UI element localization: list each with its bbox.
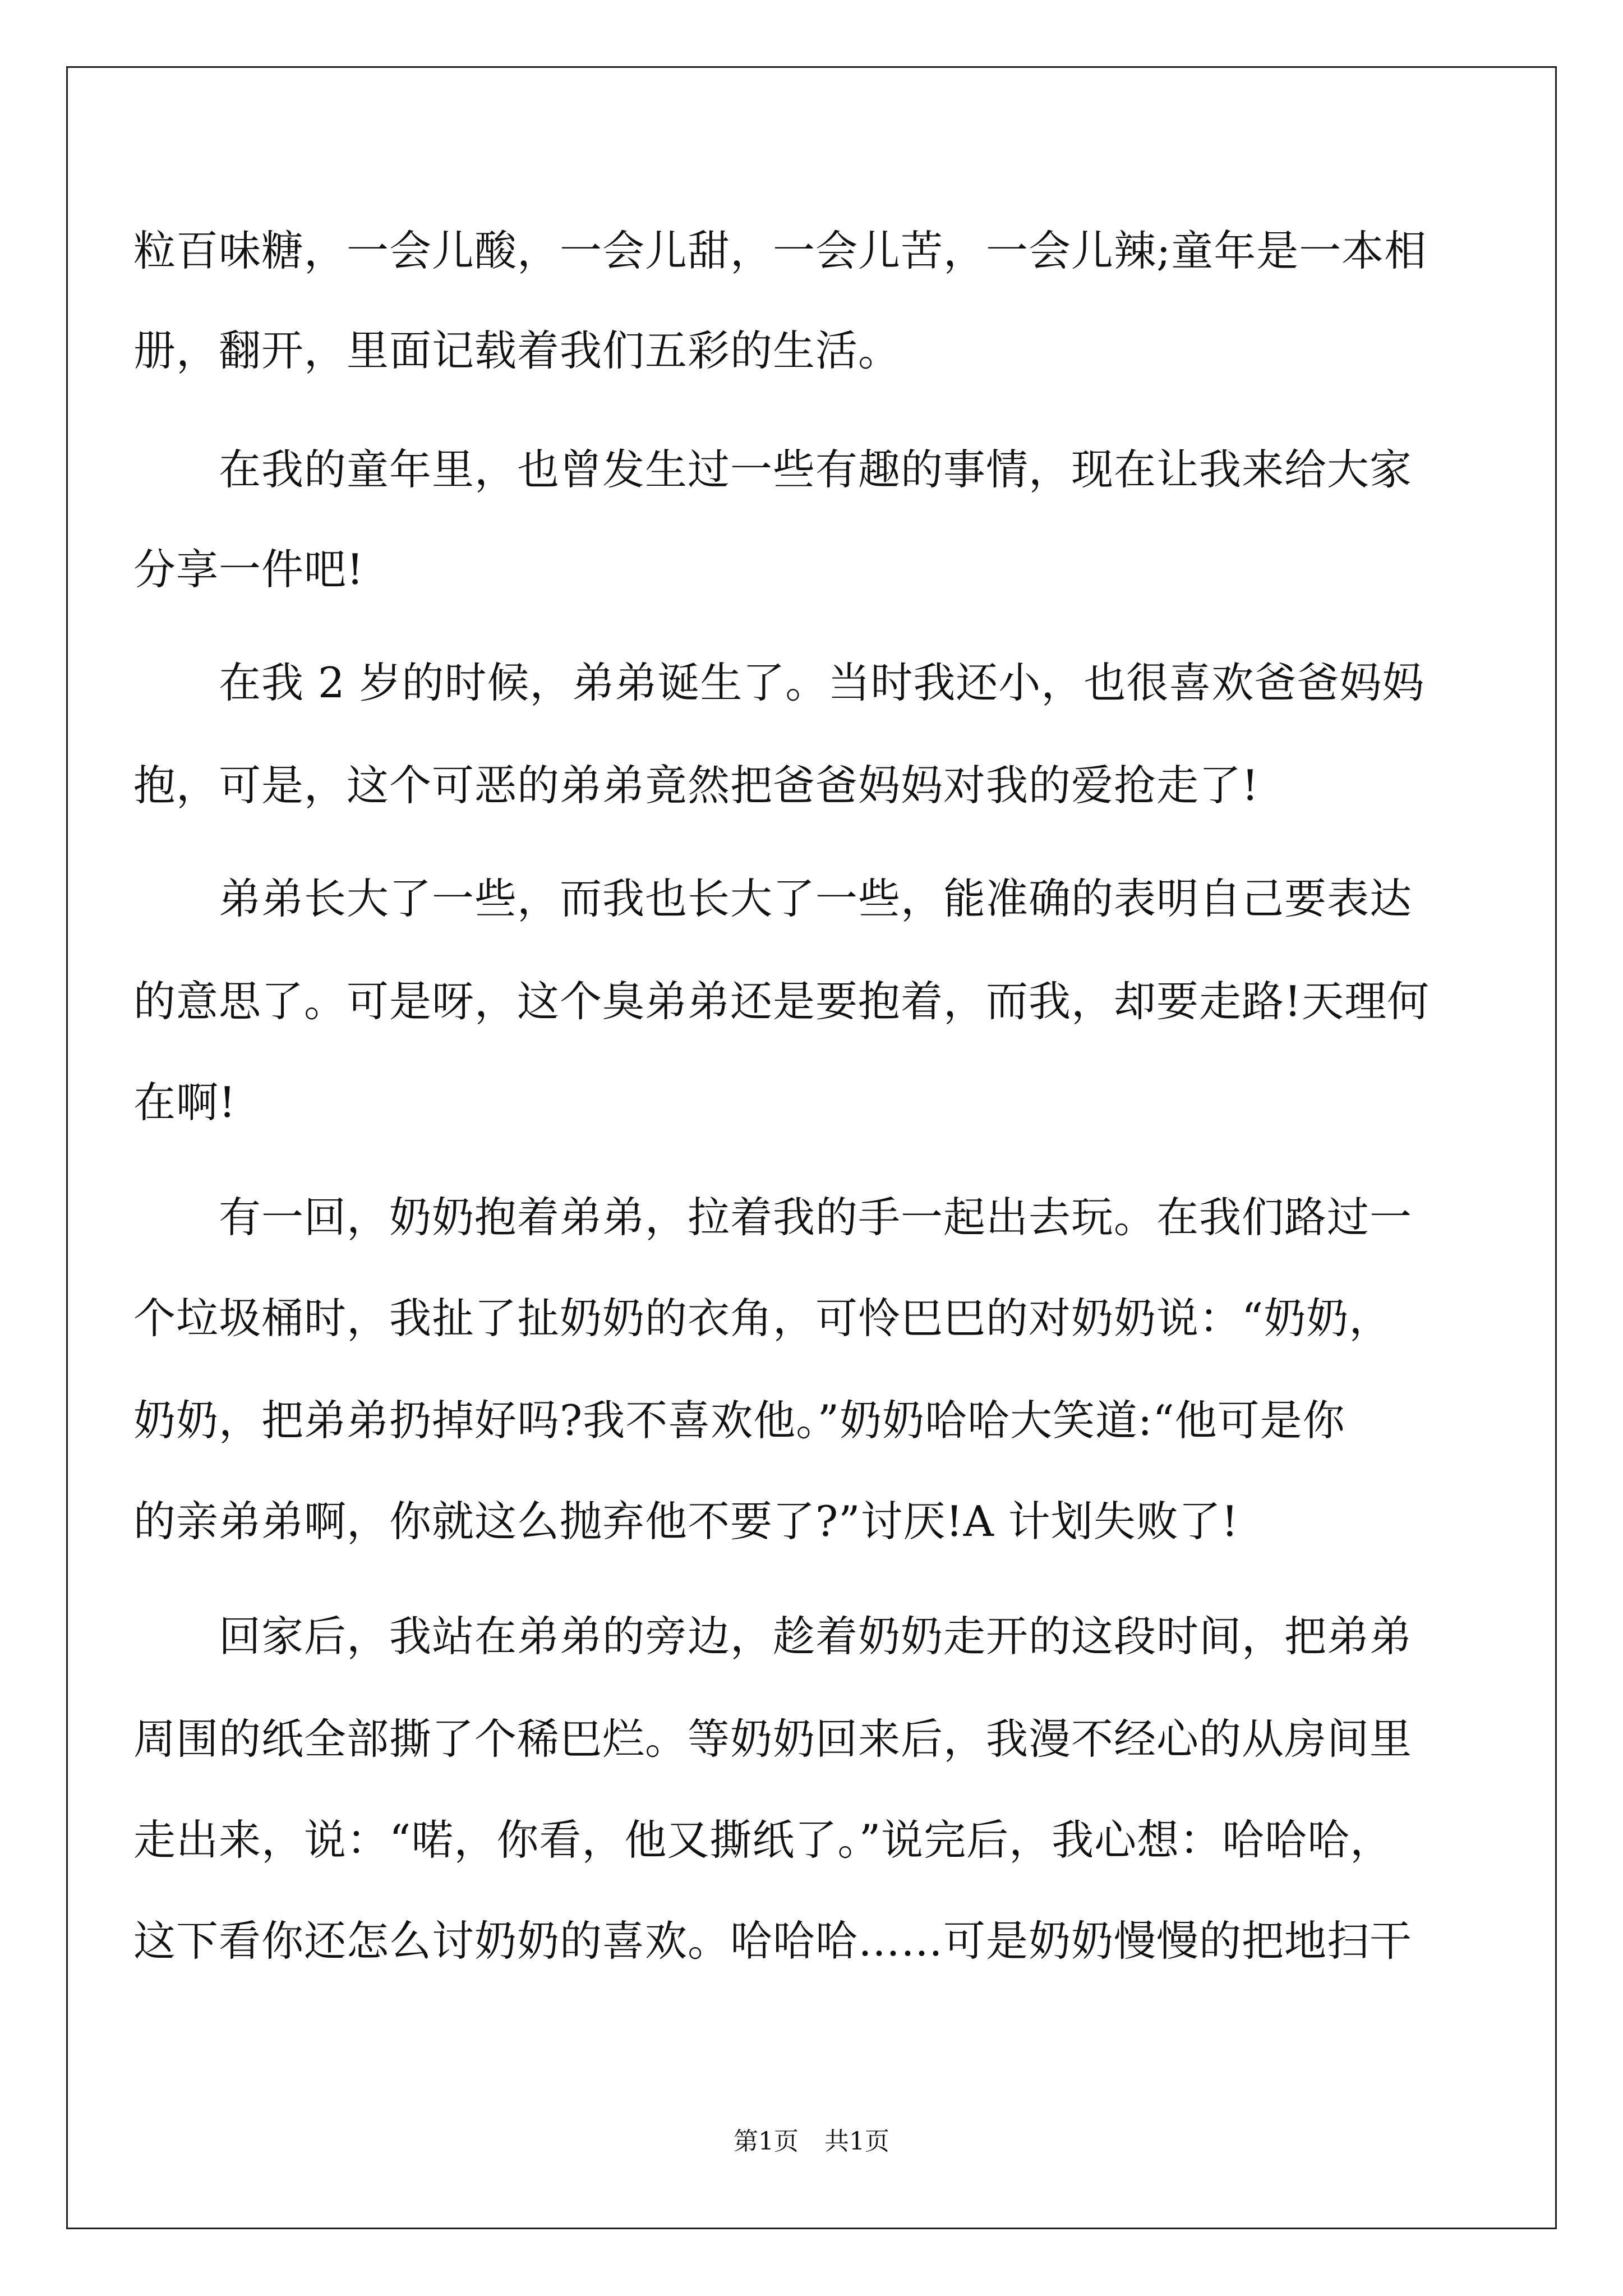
page-border <box>66 66 1557 2229</box>
page-number-total: 共1页 <box>824 2127 889 2156</box>
text-line: 抱，可是，这个可恶的弟弟竟然把爸爸妈妈对我的爱抢走了! <box>133 761 1260 810</box>
paragraph-first-line: 弟弟长大了一些，而我也长大了一些，能准确的表明自己要表达 <box>219 874 1413 923</box>
text-line: 粒百味糖，一会儿酸，一会儿甜，一会儿苦，一会儿辣;童年是一本相 <box>133 226 1427 275</box>
text-line: 走出来，说：“喏，你看，他又撕纸了。”说完后，我心想：哈哈哈， <box>133 1815 1393 1865</box>
text-line: 分享一件吧! <box>133 545 365 594</box>
page-footer <box>0 2125 1623 2159</box>
text-line: 周围的纸全部撕了个稀巴烂。等奶奶回来后，我漫不经心的从房间里 <box>133 1714 1413 1764</box>
text-line: 的亲弟弟啊，你就这么抛弃他不要了?”讨厌!A 计划失败了! <box>133 1497 1239 1546</box>
text-line: 个垃圾桶时，我扯了扯奶奶的衣角，可怜巴巴的对奶奶说：“奶奶， <box>133 1294 1392 1343</box>
text-line: 奶奶，把弟弟扔掉好吗?我不喜欢他。”奶奶哈哈大笑道:“他可是你 <box>133 1396 1345 1445</box>
text-line: 册，翻开，里面记载着我们五彩的生活。 <box>133 326 901 375</box>
paragraph-first-line: 有一回，奶奶抱着弟弟，拉着我的手一起出去玩。在我们路过一 <box>219 1193 1413 1242</box>
paragraph-first-line: 在我的童年里，也曾发生过一些有趣的事情，现在让我来给大家 <box>219 445 1413 494</box>
text-line: 的意思了。可是呀，这个臭弟弟还是要抱着，而我，却要走路!天理何 <box>133 977 1430 1026</box>
paragraph-first-line: 回家后，我站在弟弟的旁边，趁着奶奶走开的这段时间，把弟弟 <box>219 1612 1413 1661</box>
text-line: 在啊! <box>133 1078 237 1127</box>
paragraph-first-line: 在我 2 岁的时候，弟弟诞生了。当时我还小，也很喜欢爸爸妈妈 <box>219 658 1425 707</box>
text-line: 这下看你还怎么讨奶奶的喜欢。哈哈哈……可是奶奶慢慢的把地扫干 <box>133 1916 1413 1966</box>
page-number-current: 第1页 <box>734 2127 799 2156</box>
